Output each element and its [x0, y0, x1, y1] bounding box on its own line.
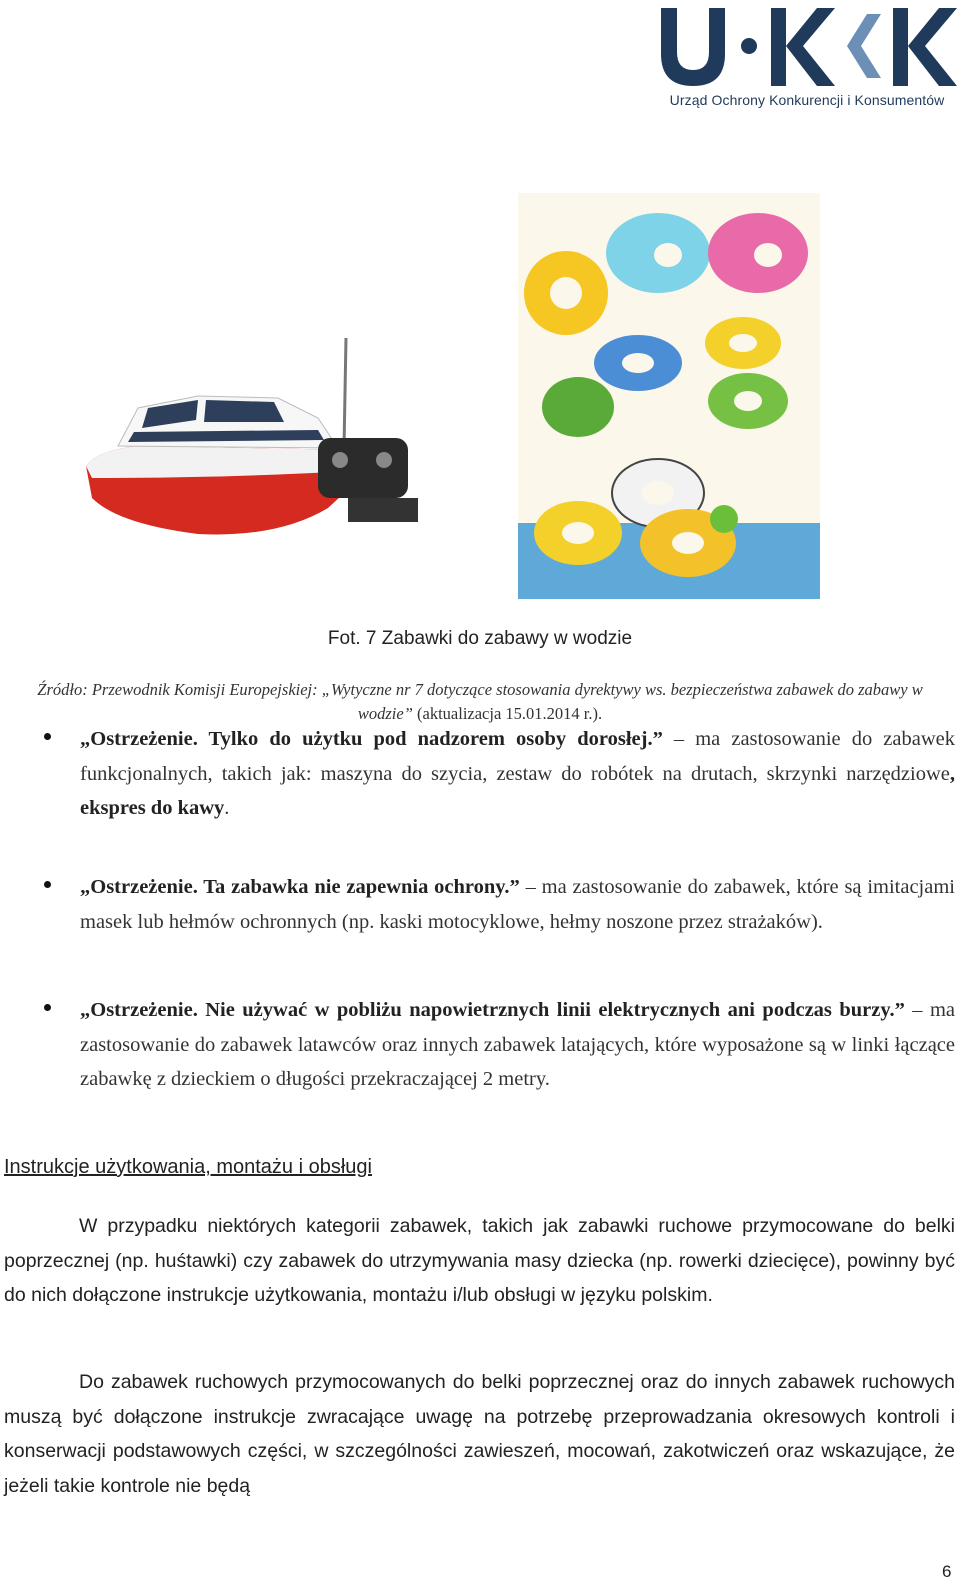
page-number: 6 — [942, 1562, 952, 1581]
bullet-dot-icon — [44, 1004, 51, 1011]
bullet-dot-icon — [44, 733, 51, 740]
warning-tail: . — [224, 797, 230, 819]
figure-caption: Fot. 7 Zabawki do zabawy w wodzie — [327, 628, 633, 649]
bullet-text — [80, 870, 955, 939]
bullet-text — [80, 993, 955, 1097]
section-heading: Instrukcje użytkowania, montażu i obsługi — [4, 1156, 372, 1178]
warning-description: – ma zastosowanie do zabawek latawców oraz innych zabawek latających, które wyposażone są w linki łączące zabawkę z dzieckiem o długości przekraczającej 2 metry. — [80, 999, 955, 1090]
warning-label: „Ostrzeżenie. Ta zabawka nie zapewnia ochrony.” — [80, 876, 520, 898]
figure-source-title: Źródło: Przewodnik Komisji Europejskiej: „Wytyczne nr 7 dotyczące stosowania dyrektywy ws. bezpieczeństwa zabawek do zabawy w wodzie” — [37, 680, 923, 723]
rc-boat-photo — [78, 338, 430, 598]
paragraph: W przypadku niektórych kategorii zabawek, takich jak zabawki ruchowe przymocowane do belki poprzecznej (np. huśtawki) czy zabawek do utrzymywania masy dziecka (np. rowerki dziecięce), powinny być do nich dołączone instrukcje użytkowania, montażu i/lub obsługi w języku polskim. — [4, 1215, 955, 1306]
warning-label: „Ostrzeżenie. Nie używać w pobliżu napowietrznych linii elektrycznych ani podczas burzy.” — [80, 999, 905, 1021]
swim-rings-catalog-photo — [518, 193, 820, 599]
warning-description: – ma zastosowanie do zabawek funkcjonalnych, takich jak: maszyna do szycia, zestaw do robótek na drutach, skrzynki narzędziowe — [80, 728, 955, 785]
uokik-logo — [657, 0, 960, 118]
warning-label: „Ostrzeżenie. Tylko do użytku pod nadzorem osoby dorosłej.” — [80, 728, 663, 750]
figure-source-date: (aktualizacja 15.01.2014 r.). — [412, 704, 603, 723]
bullet-dot-icon — [44, 881, 51, 888]
warning-description: – ma zastosowanie do zabawek, które są imitacjami masek lub hełmów ochronnych (np. kaski motocyklowe, hełmy noszone przez strażaków). — [80, 876, 955, 933]
warning-emphasis: , ekspres do kawy — [80, 762, 955, 819]
figure-source — [8, 678, 952, 726]
bullet-text — [80, 722, 955, 826]
uokik-logo-mark — [657, 0, 960, 92]
logo-caption: Urząd Ochrony Konkurencji i Konsumentów — [669, 92, 945, 108]
paragraph: Do zabawek ruchowych przymocowanych do belki poprzecznej oraz do innych zabawek ruchowych muszą być dołączone instrukcje zwracające uwagę na potrzebę przeprowadzania okresowych kontroli i konserwacji podstawowych części, w szczególności zawieszeń, mocowań, zakotwiczeń oraz wskazujące, że jeżeli takie kontrole nie będą — [4, 1371, 955, 1497]
